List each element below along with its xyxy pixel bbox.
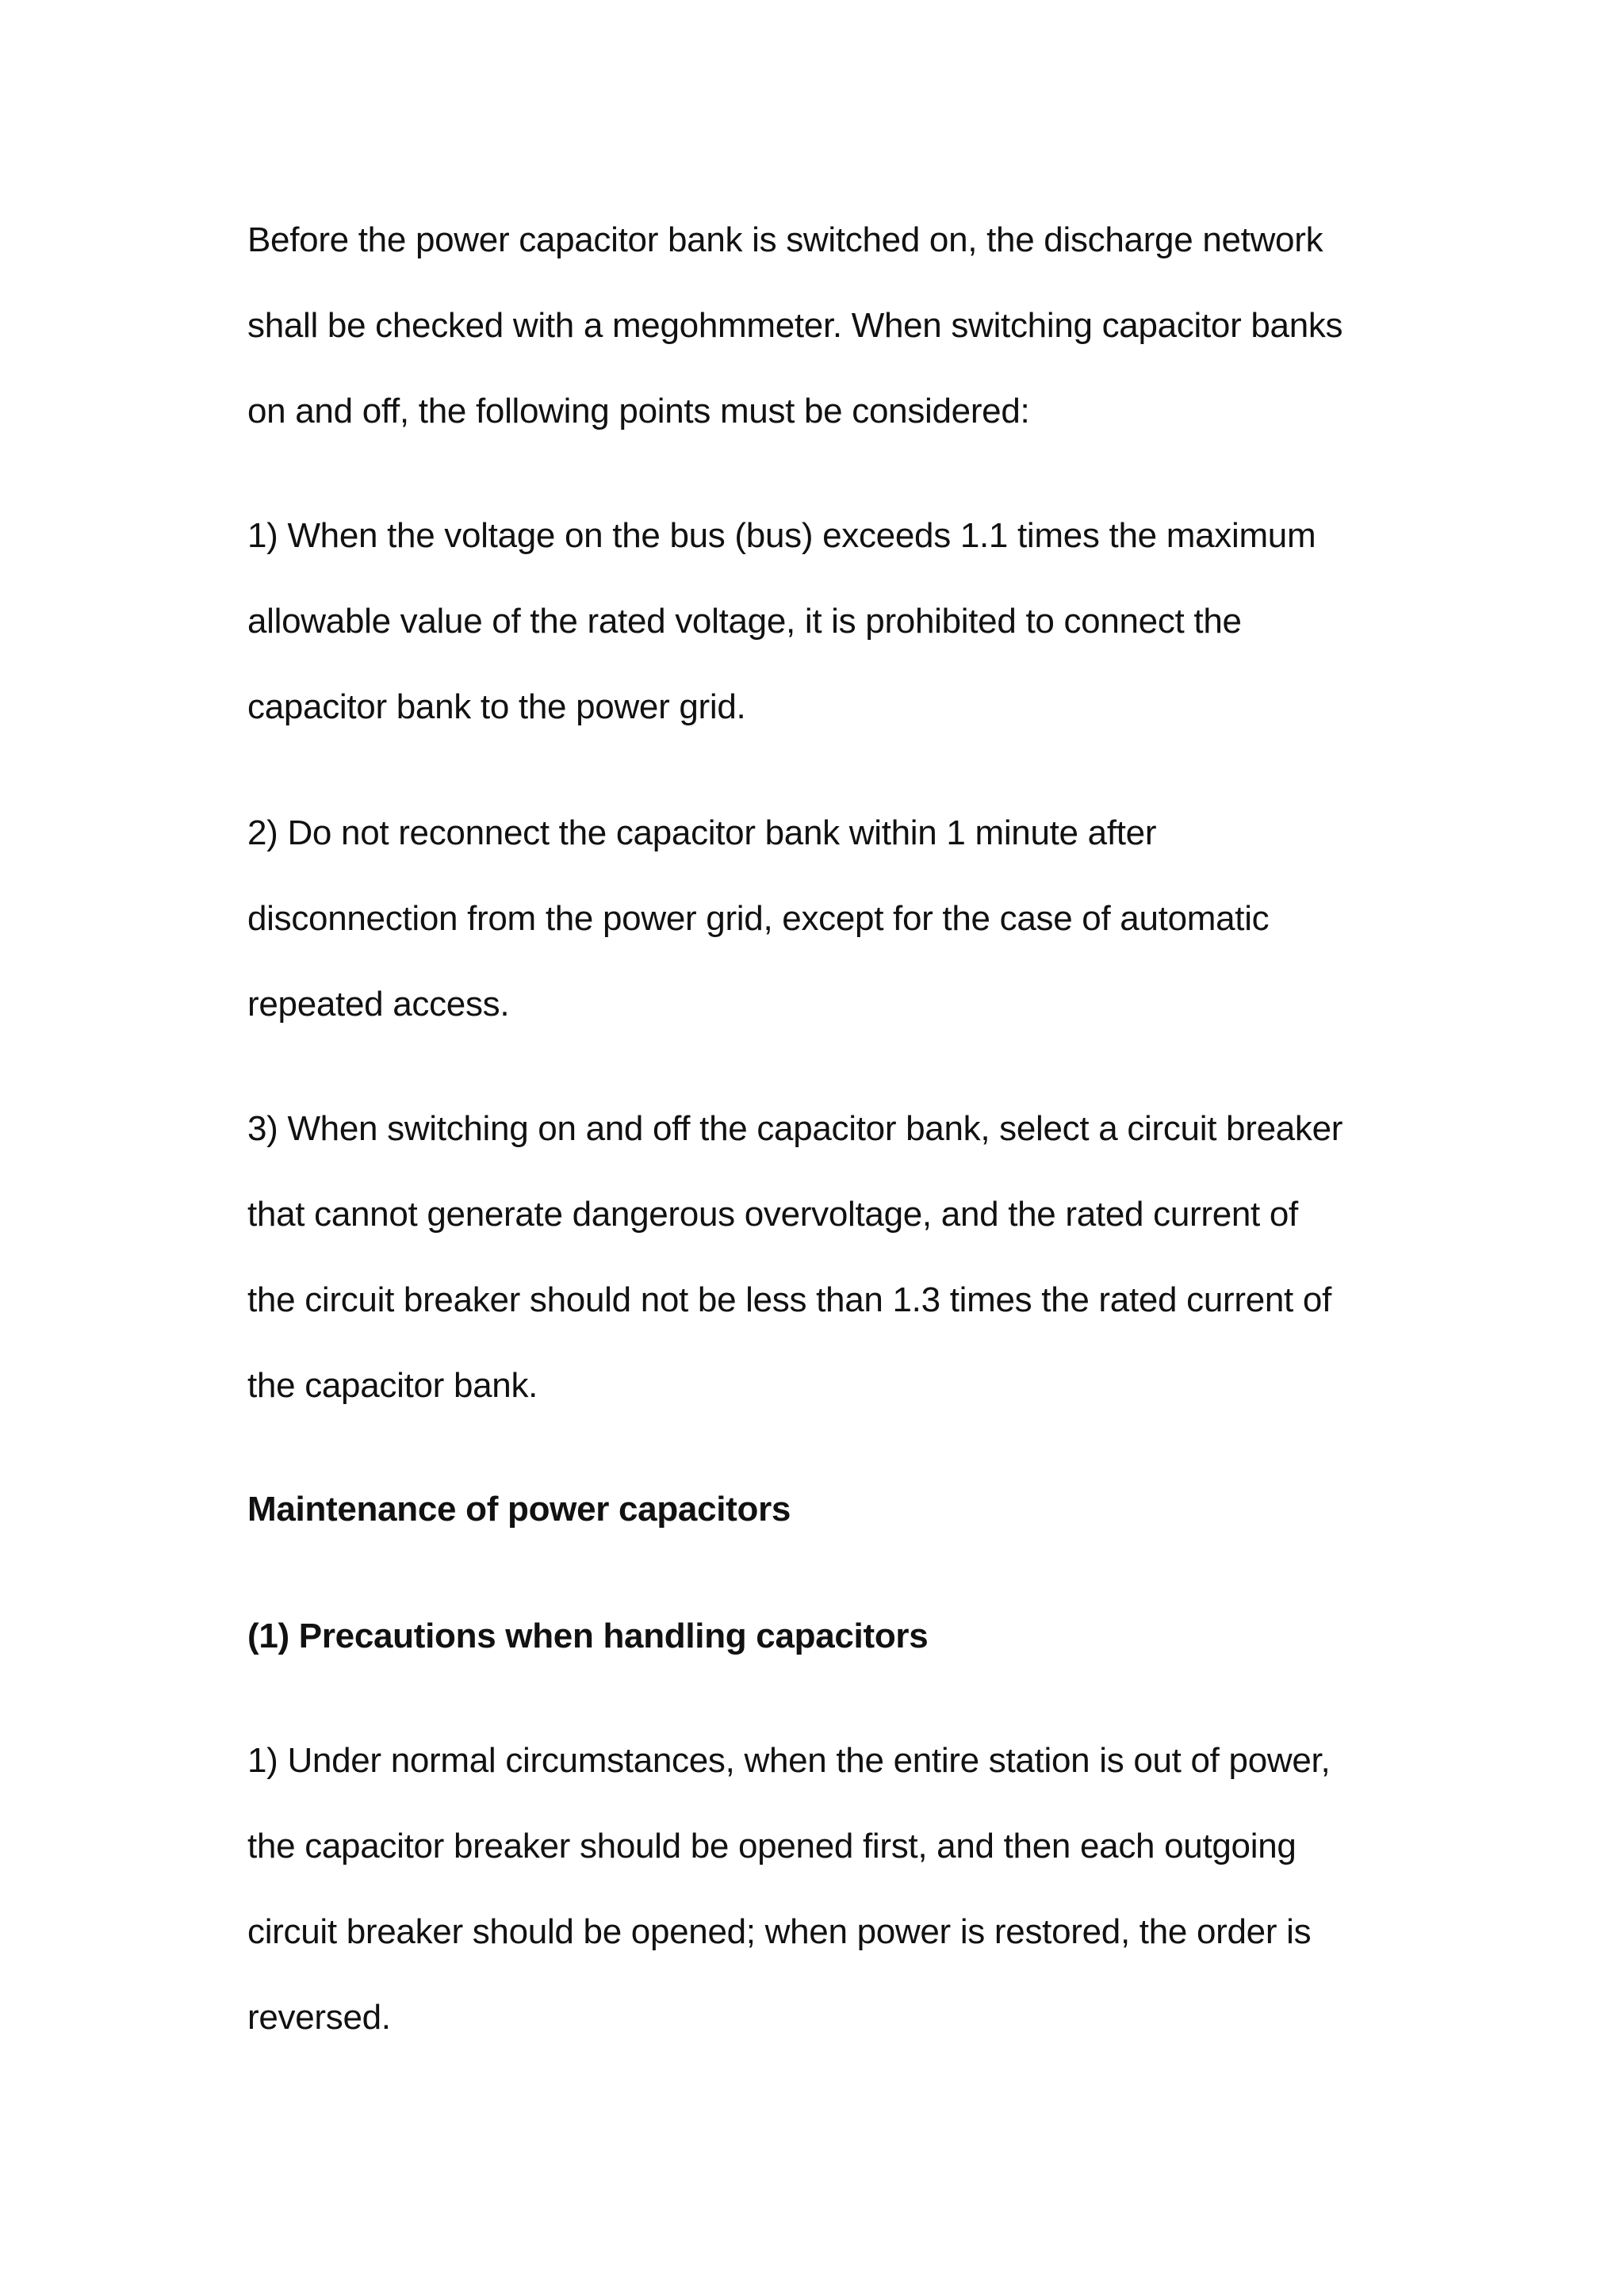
text-line: 3) When switching on and off the capacitor bank, select a circuit breaker [247, 1109, 1343, 1148]
text-line: the capacitor bank. [247, 1366, 538, 1405]
maintenance-heading [247, 1467, 1389, 1552]
text-line: allowable value of the rated voltage, it is prohibited to connect the [247, 602, 1242, 641]
text-line: disconnection from the power grid, except for the case of automatic [247, 899, 1270, 938]
precaution-1-paragraph [247, 1718, 1389, 2061]
text-line: shall be checked with a megohmmeter. When switching capacitor banks [247, 306, 1343, 345]
text-line: repeated access. [247, 985, 510, 1024]
item-3-paragraph [247, 1086, 1389, 1429]
heading-text: (1) Precautions when handling capacitors [247, 1617, 929, 1655]
text-line: 1) When the voltage on the bus (bus) exceeds 1.1 times the maximum [247, 516, 1316, 555]
text-line: on and off, the following points must be considered: [247, 392, 1030, 430]
text-line: Before the power capacitor bank is switched on, the discharge network [247, 220, 1323, 259]
text-line: circuit breaker should be opened; when power is restored, the order is [247, 1912, 1312, 1951]
text-line: that cannot generate dangerous overvoltage, and the rated current of [247, 1195, 1298, 1234]
text-line: the circuit breaker should not be less than 1.3 times the rated current of [247, 1280, 1332, 1319]
precautions-heading [247, 1594, 1389, 1679]
text-line: 1) Under normal circumstances, when the entire station is out of power, [247, 1741, 1331, 1780]
text-line: the capacitor breaker should be opened first, and then each outgoing [247, 1827, 1297, 1866]
item-1-paragraph [247, 493, 1389, 750]
heading-text: Maintenance of power capacitors [247, 1490, 791, 1529]
text-line: reversed. [247, 1998, 391, 2037]
text-line: 2) Do not reconnect the capacitor bank within 1 minute after [247, 813, 1157, 852]
intro-paragraph [247, 197, 1389, 454]
item-2-paragraph [247, 790, 1389, 1047]
text-line: capacitor bank to the power grid. [247, 687, 746, 726]
